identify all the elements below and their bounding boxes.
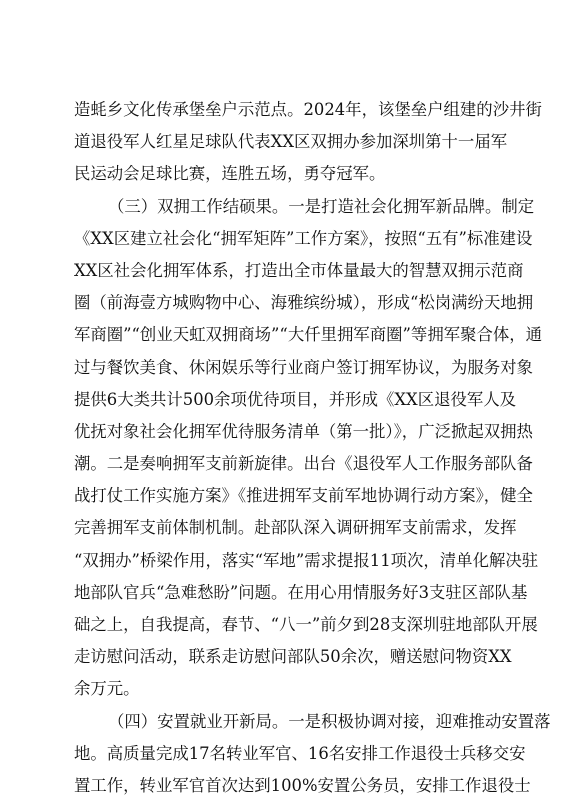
text-line: “双拥办”桥梁作用，落实“军地”需求提报11项次，清单化解决驻 [74,550,539,570]
text-line: 础之上，自我提高，春节、“八一”前夕到28支深圳驻地部队开展 [74,615,538,634]
text-line: 过与餐饮美食、休闲娱乐等行业商户签订拥军协议，为服务对象 [74,357,533,377]
text-line: 造蚝乡文化传承堡垒户示范点。2024年，该堡垒户组建的沙井街 [74,100,542,119]
text-line: 战打仗工作实施方案》《推进拥军支前军地协调行动方案》，健全 [74,486,533,506]
text-line: 置工作，转业军官首次达到100%安置公务员，安排工作退役士 [74,775,531,795]
text-line: 优抚对象社会化拥军优待服务清单（第一批）》，广泛掀起双拥热 [74,421,533,441]
text-line: 地。高质量完成17名转业军官、16名安排工作退役士兵移交安 [74,743,526,763]
text-line: 圈（前海壹方城购物中心、海雅缤纷城），形成“松岗满纷天地拥 [74,293,534,313]
text-line: 地部队官兵“急难愁盼”问题。在用心用情服务好3支驻区部队基 [74,582,528,602]
text-line: 民运动会足球比赛，连胜五场，勇夺冠军。 [74,164,386,184]
text-line: 道退役军人红星足球队代表XX区双拥办参加深圳第十一届军 [74,132,508,152]
text-line: 余万元。 [74,679,140,699]
text-line: 《XX区建立社会化“拥军矩阵”工作方案》，按照“五有”标准建设 [74,228,533,248]
section-heading-line: （四）安置就业开新局。一是积极协调对接，迎难推动安置落 [108,711,551,731]
text-line: 军商圈”“创业天虹双拥商场”“大仟里拥军商圈”等拥军聚合体，通 [74,325,543,345]
text-line: 走访慰问活动，联系走访慰问部队50余次，赠送慰问物资XX [74,647,512,667]
text-line: 潮。二是奏响拥军支前新旋律。出台《退役军人工作服务部队备 [74,454,533,474]
text-line: XX区社会化拥军体系，打造出全市体量最大的智慧双拥示范商 [74,260,524,280]
section-heading-line: （三）双拥工作结硕果。一是打造社会化拥军新品牌。制定 [108,196,535,216]
body-text [74,94,551,802]
text-line: 完善拥军支前体制机制。赴部队深入调研拥军支前需求，发挥 [74,518,517,538]
text-line: 提供6大类共计500余项优待项目，并形成《XX区退役军人及 [74,389,517,409]
